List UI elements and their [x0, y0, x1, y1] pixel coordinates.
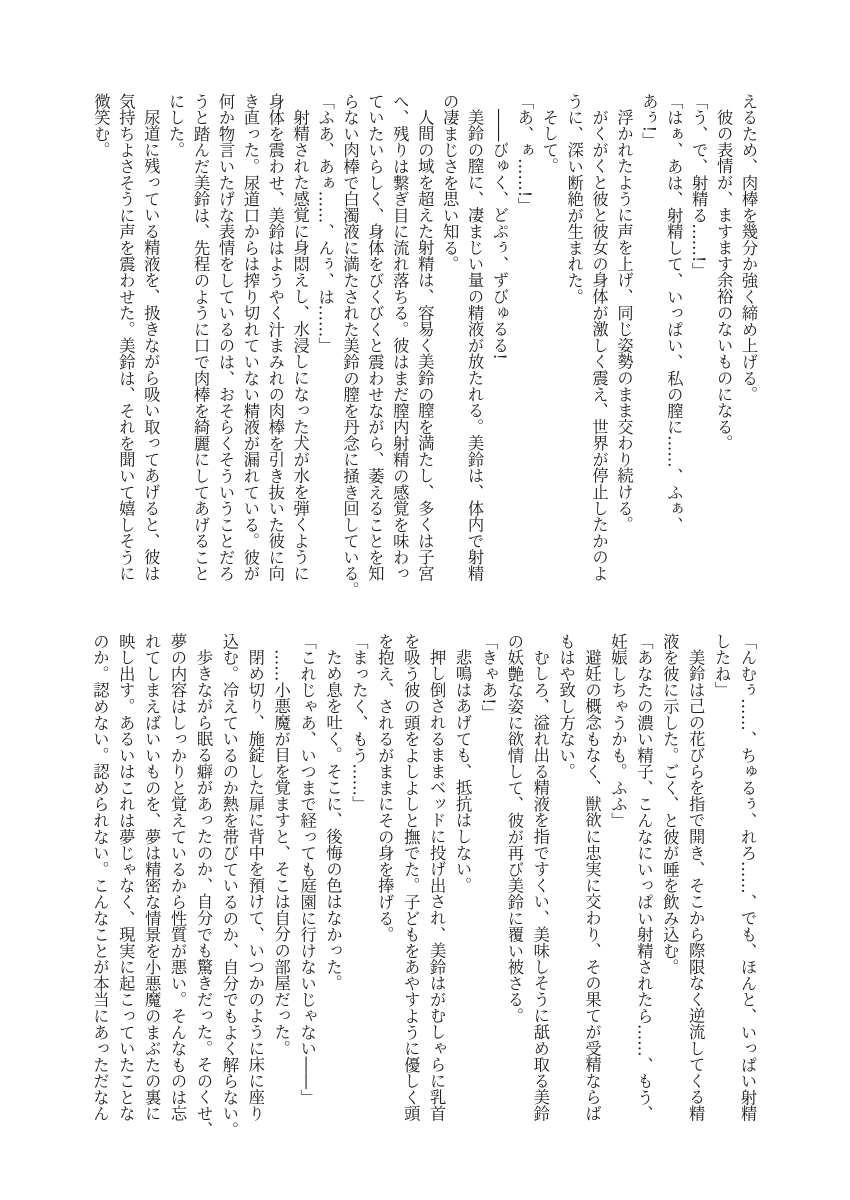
text-column: 「あ、ぁ……!」: [514, 93, 534, 214]
text-block-bottom: [86, 633, 760, 1138]
text-column: 美鈴は己の花びらを指で開き、そこから際限なく逆流してくる精: [686, 649, 706, 1122]
text-column: 彼の表情が、ますます余裕のないものになる。: [714, 109, 734, 452]
text-column: 「んむぅ……、ちゅるぅ、れろ……、でも、ほんと、いっぱい射精: [738, 633, 757, 1122]
text-column: 身体を震わせ、美鈴はようやく汁まみれの肉棒を引き抜いた彼に向: [265, 93, 285, 582]
text-column: うに、深い断絶が生まれた。: [564, 93, 584, 305]
text-column: き直った。尿道口からは搾り切れていない精液が漏れている。彼が: [240, 93, 260, 582]
text-column: 人間の域を超えた射精は、容易く美鈴の膣を満たし、多くは子宮: [415, 109, 435, 582]
text-column: えるため、肉棒を幾分か強く締め上げる。: [739, 93, 758, 403]
text-column: 歩きながら眠る癖があったのか、自分でも驚きだった。そのくせ、: [193, 649, 213, 1138]
text-column: れてしまえばいいものを、夢は精密な情景を小悪魔のまぶたの裏に: [142, 633, 162, 1122]
text-column: 射精された感覚に身悶えし、水浸しになった犬が水を弾くように: [290, 109, 310, 582]
text-column: 避妊の概念もなく、獣欲に忠実に交わり、その果てが受精ならば: [582, 649, 602, 1122]
text-column: の妖艶な姿に欲情して、彼が再び美鈴に覆い被さる。: [504, 633, 524, 1024]
text-column: がくがくと彼と彼女の身体が激しく震え、世界が停止したかのよ: [589, 109, 609, 582]
text-column: うと踏んだ美鈴は、先程のように口で肉棒を綺麗にしてあげること: [191, 93, 211, 582]
text-column: ため息を吐く。そこに、後悔の色はなかった。: [323, 649, 343, 992]
text-column: 気持ちよさそうに声を震わせた。美鈴は、それを聞いて嬉しそうに: [116, 93, 136, 582]
text-column: らない肉棒で白濁液に満たされた美鈴の膣を丹念に掻き回している。: [340, 93, 360, 598]
text-column: あぅ!」: [639, 93, 659, 149]
text-column: ていたいらしく、身体をびくびくと震わせながら、萎えることを知: [365, 93, 385, 582]
text-column: 「まったく、もう……」: [349, 633, 369, 813]
text-column: 「う、で、射精る……!」: [689, 93, 709, 279]
text-column: のか。認めない。認められない。こんなことが本当にあっただなん: [90, 633, 110, 1122]
text-column: 夢の内容はしっかりと覚えているから性質が悪い。そんなものは忘: [168, 633, 188, 1122]
text-column: 「あなたの濃い精子、こんなにいっぱい射精されたら……、もう、: [634, 633, 654, 1122]
text-column: を吸う彼の頭をよしよしと撫でた。子どもをあやすように優しく頭: [401, 633, 421, 1122]
text-column: 込む。冷えているのか熱を帯びているのか、自分でもよく解らない。: [219, 633, 239, 1138]
text-column: を抱え、されるがままにその身を捧げる。: [375, 633, 395, 943]
text-column: 妊娠しちゃうかも。ふふ」: [608, 633, 628, 829]
text-column: むしろ、溢れ出る精液を指ですくい、美味しそうに舐め取る美鈴: [530, 649, 550, 1122]
text-column: 浮かれたように声を上げ、同じ姿勢のまま交わり続ける。: [614, 109, 634, 533]
text-column: 「はぁ、あは、射精して、いっぱい、私の膣に……、ふぁ、: [664, 93, 684, 533]
text-block-top: [88, 93, 760, 598]
text-column: 尿道に残っている精液を、扱きながら吸い取ってあげると、彼は: [141, 109, 161, 582]
text-column: 押し倒されるままベッドに投げ出され、美鈴はがむしゃらに乳首: [427, 649, 447, 1122]
text-column: したね」: [712, 633, 732, 699]
text-column: そして。: [539, 109, 559, 175]
text-column: 美鈴の膣に、凄まじい量の精液が放たれる。美鈴は、体内で射精: [465, 109, 485, 582]
text-column: もはや致し方ない。: [556, 633, 576, 780]
text-column: 液を彼に示した。ごく、と彼が唾を飲み込む。: [660, 633, 680, 976]
text-column: 「きゃあ!」: [478, 633, 498, 721]
text-column: 「ふあ、あぁ……、んぅ、は……」: [315, 93, 335, 354]
text-column: ――びゅく、どぷぅ、ずびゅるる!: [489, 109, 509, 361]
text-column: ……小悪魔が目を覚ますと、そこは自分の部屋だった。: [271, 649, 291, 1057]
text-column: 何か物言いたげな表情をしているのは、おそらくそういうことだろ: [215, 93, 235, 582]
text-column: にした。: [166, 93, 186, 159]
text-column: 微笑む。: [91, 93, 111, 159]
text-column: へ、残りは繋ぎ目に流れ落ちる。彼はまだ膣内射精の感覚を味わっ: [390, 93, 410, 582]
text-column: 映し出す。あるいはこれは夢じゃなく、現実に起こっていたことな: [116, 633, 136, 1122]
text-column: の凄まじさを思い知る。: [440, 93, 460, 273]
text-column: 「これじゃあ、いつまで経っても庭園に行けないじゃない――」: [297, 633, 317, 1106]
text-column: 閉め切り、施錠した扉に背中を預けて、いつかのように床に座り: [245, 649, 265, 1122]
text-column: 悲鳴はあげても、抵抗はしない。: [453, 649, 473, 894]
